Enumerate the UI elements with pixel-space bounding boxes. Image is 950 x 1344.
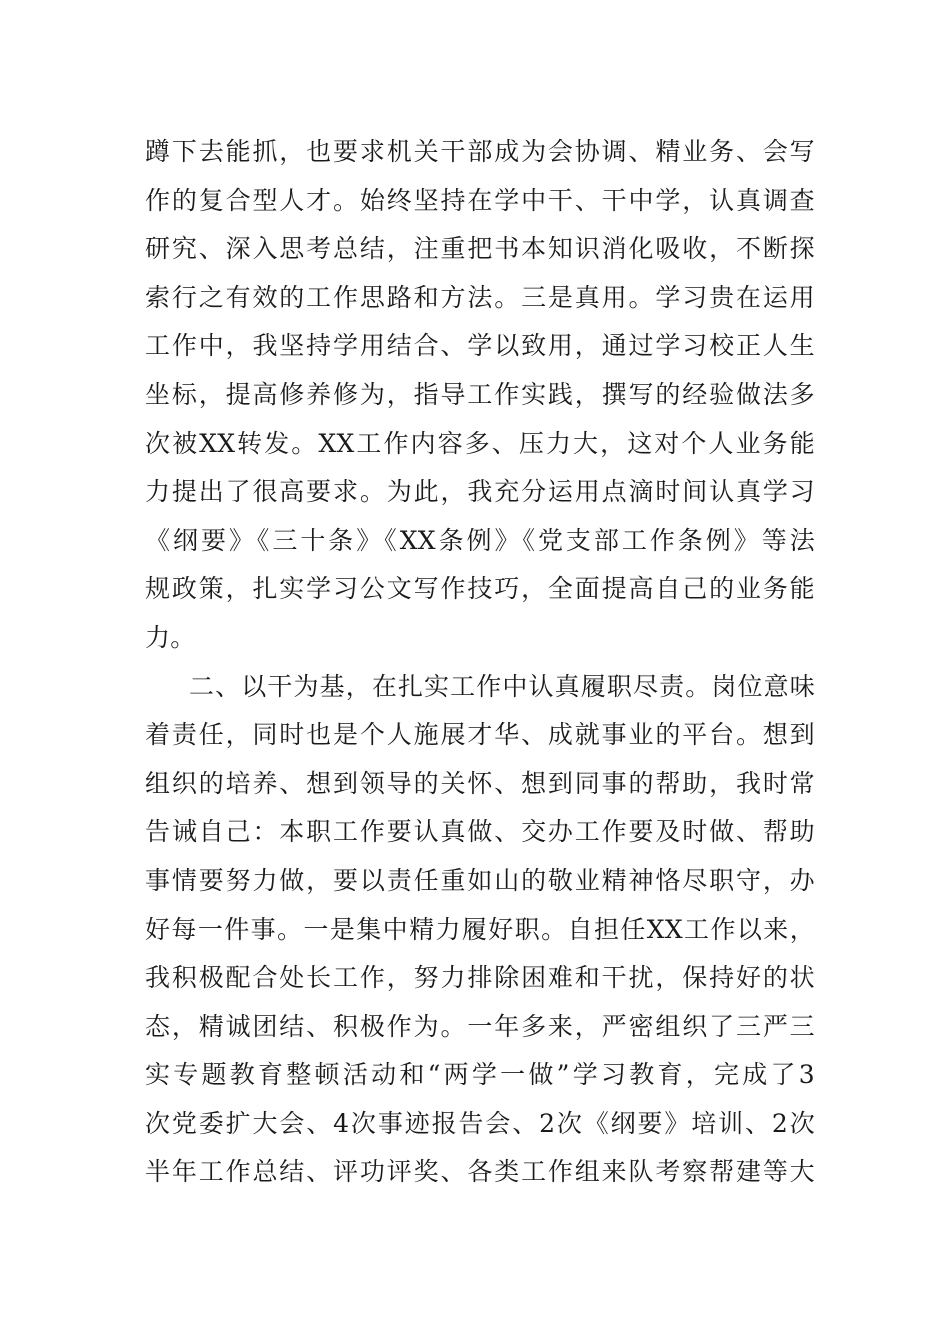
- paragraph-heading-line: 二、以干为基，在扎实工作中认真履职尽责。岗位意味: [189, 671, 815, 701]
- text-line: 好每一件事。一是集中精力履好职。自担任XX工作以来，: [145, 914, 815, 944]
- body-text: [145, 128, 815, 1197]
- text-line: 力。: [145, 622, 196, 652]
- text-line: 态，精诚团结、积极作为。一年多来，严密组织了三严三: [145, 1011, 815, 1041]
- text-line: 规政策，扎实学习公文写作技巧，全面提高自己的业务能: [145, 574, 815, 604]
- text-line: 次党委扩大会、4次事迹报告会、2次《纲要》培训、2次: [145, 1108, 815, 1138]
- text-line: 工作中，我坚持学用结合、学以致用，通过学习校正人生: [145, 331, 815, 361]
- text-line: 坐标，提高修养修为，指导工作实践，撰写的经验做法多: [145, 379, 815, 409]
- text-line: 力提出了很高要求。为此，我充分运用点滴时间认真学习: [145, 477, 815, 507]
- text-line: 《纲要》《三十条》《XX条例》《党支部工作条例》等法: [145, 525, 815, 555]
- text-line: 索行之有效的工作思路和方法。三是真用。学习贵在运用: [145, 282, 815, 312]
- text-line: 研究、深入思考总结，注重把书本知识消化吸收，不断探: [145, 234, 815, 264]
- text-line: 我积极配合处长工作，努力排除困难和干扰，保持好的状: [145, 963, 815, 993]
- text-line: 蹲下去能抓，也要求机关干部成为会协调、精业务、会写: [145, 137, 815, 166]
- text-line: 告诫自己：本职工作要认真做、交办工作要及时做、帮助: [145, 817, 815, 847]
- text-line: 事情要努力做，要以责任重如山的敬业精神恪尽职守，办: [145, 865, 815, 895]
- text-line: 次被XX转发。XX工作内容多、压力大，这对个人业务能: [145, 428, 815, 458]
- text-line: 组织的培养、想到领导的关怀、想到同事的帮助，我时常: [145, 768, 815, 798]
- text-line: 作的复合型人才。始终坚持在学中干、干中学，认真调查: [145, 185, 815, 215]
- text-line: 半年工作总结、评功评奖、各类工作组来队考察帮建等大: [145, 1157, 815, 1187]
- text-line: 实专题教育整顿活动和“两学一做”学习教育，完成了3: [145, 1060, 815, 1090]
- text-line: 着责任，同时也是个人施展才华、成就事业的平台。想到: [145, 720, 815, 750]
